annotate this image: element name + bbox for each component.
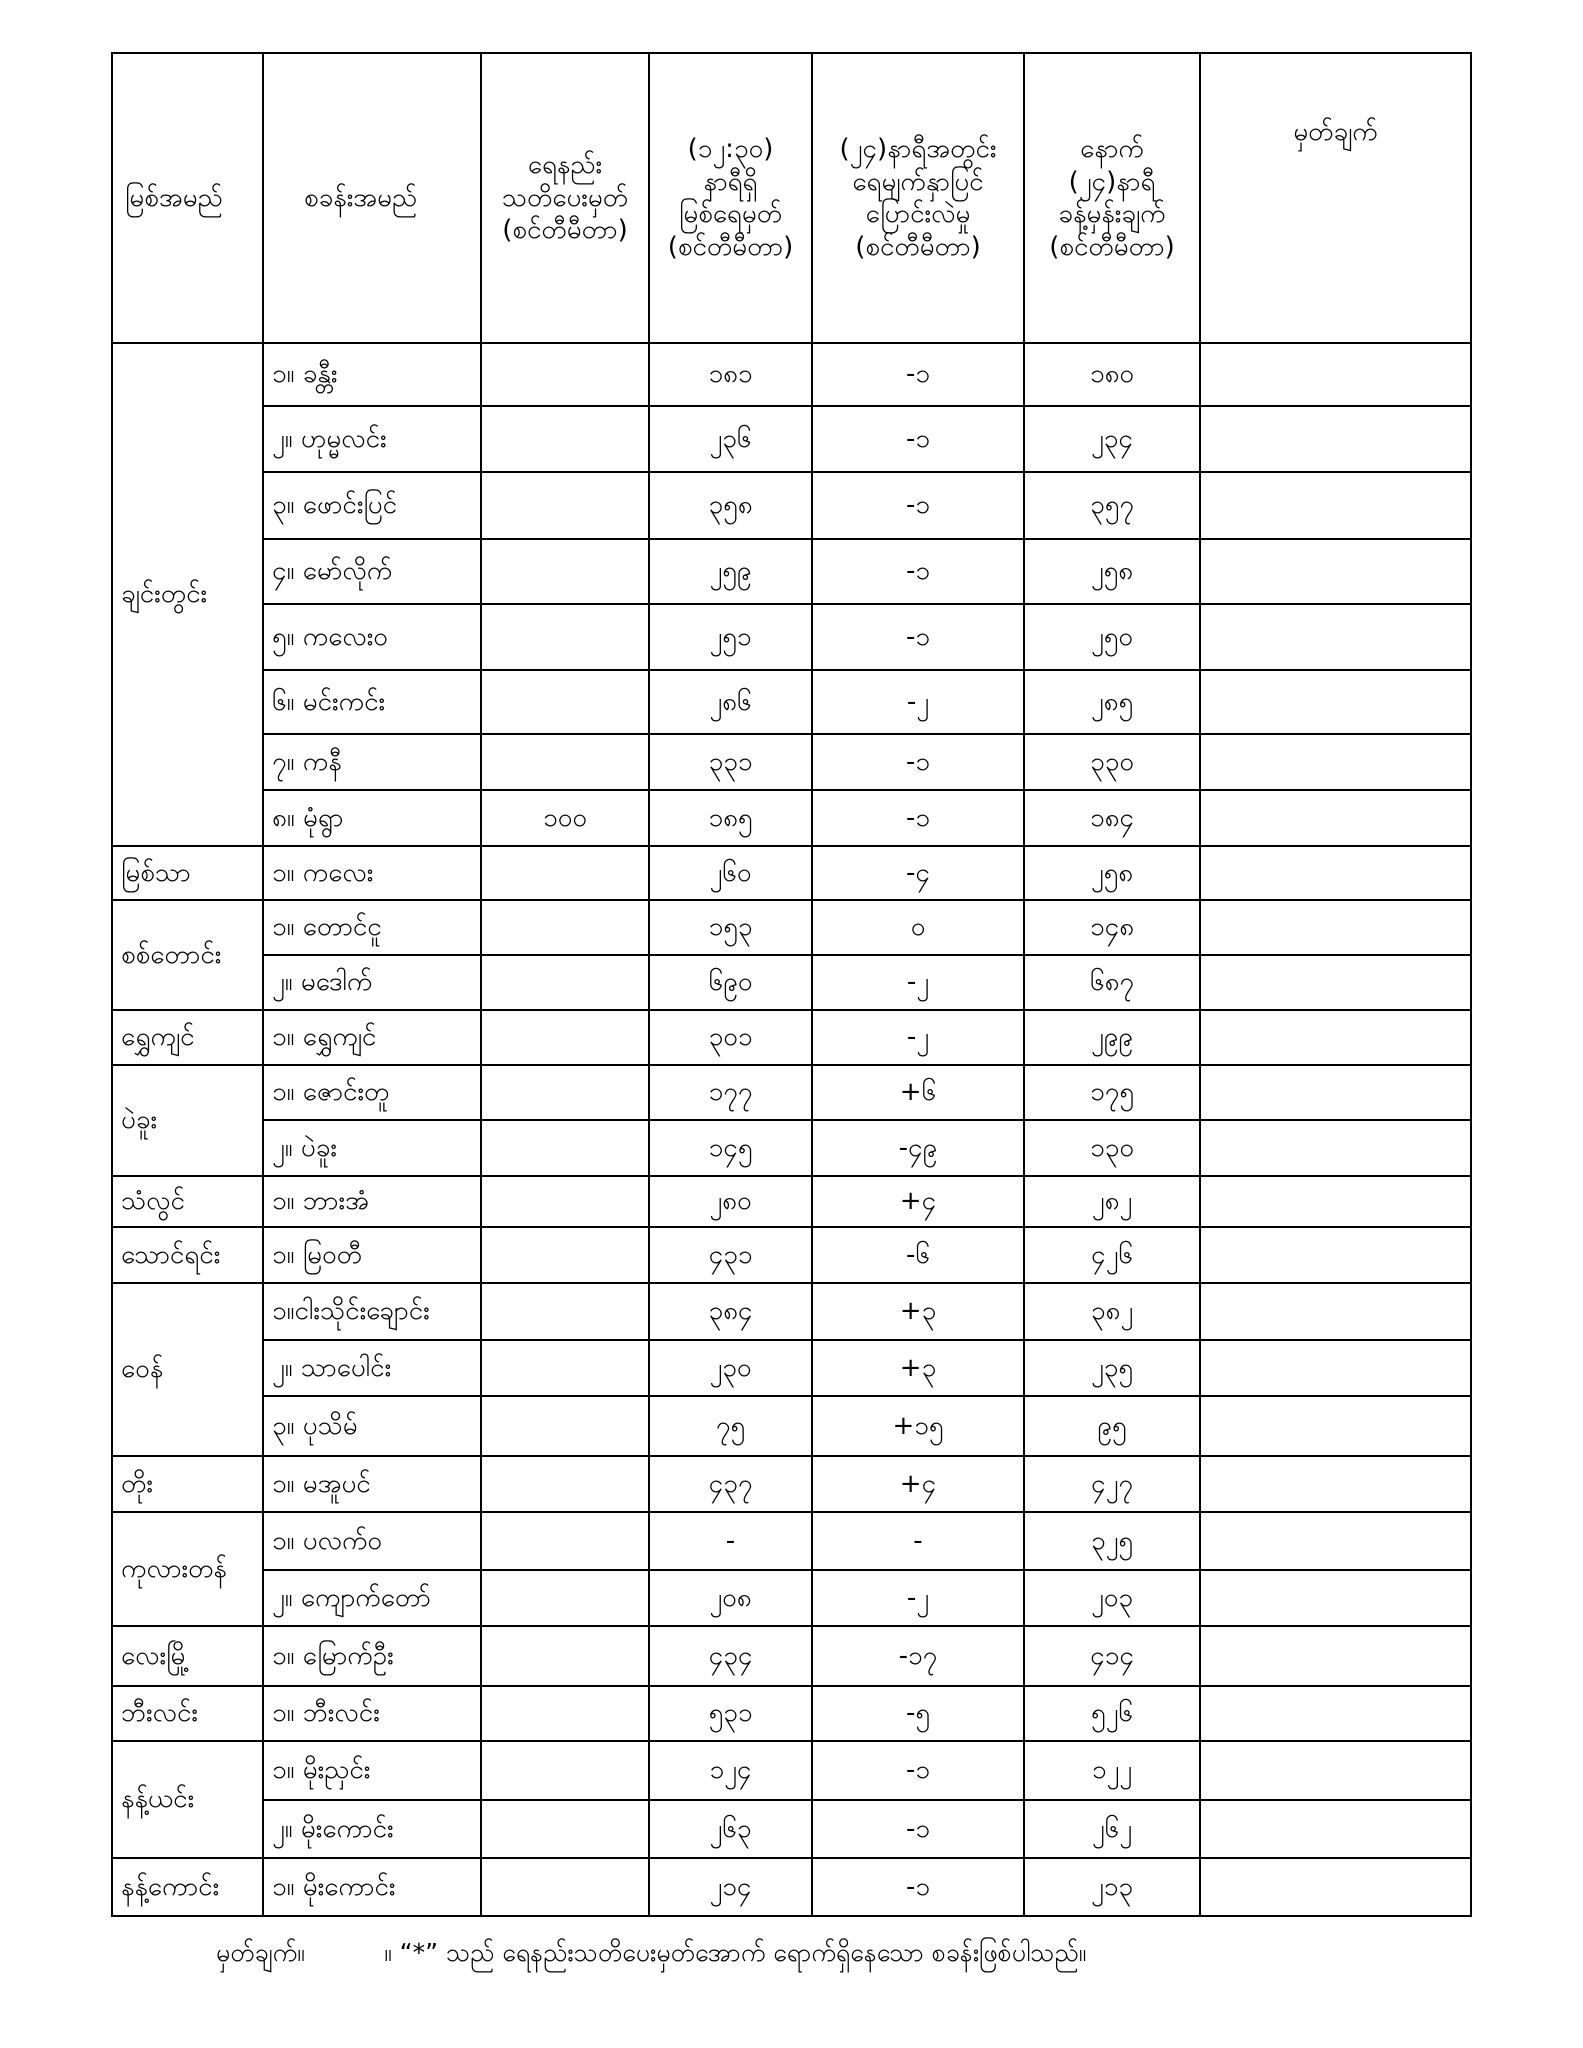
- remarks-cell: [1200, 1010, 1471, 1065]
- forecast-cell: ၄၂၆: [1024, 1227, 1200, 1283]
- warning-level-cell: [481, 1800, 649, 1858]
- remarks-cell: [1200, 1396, 1471, 1456]
- table-row: [112, 846, 1471, 900]
- current-level-cell: ၂၆၃: [649, 1800, 812, 1858]
- warning-level-cell: [481, 1227, 649, 1283]
- remarks-cell: [1200, 900, 1471, 955]
- table-row: [112, 1010, 1471, 1065]
- warning-level-cell: [481, 1396, 649, 1456]
- warning-level-cell: [481, 604, 649, 670]
- remarks-cell: [1200, 670, 1471, 734]
- table-row: [112, 1456, 1471, 1512]
- current-level-cell: ၂၅၁: [649, 604, 812, 670]
- water-level-table: [111, 52, 1472, 1917]
- remarks-cell: [1200, 472, 1471, 539]
- remarks-cell: [1200, 604, 1471, 670]
- current-level-cell: ၇၅: [649, 1396, 812, 1456]
- header-warning-level: ရေနည်း သတိပေးမှတ် (စင်တီမီတာ): [481, 53, 649, 343]
- river-name-cell: ရွှေကျင်: [112, 1010, 263, 1065]
- change-24h-cell: -၅: [812, 1686, 1024, 1741]
- forecast-cell: ၁၈၀: [1024, 343, 1200, 406]
- table-row: [112, 1512, 1471, 1570]
- river-name-cell: လေးမြို့: [112, 1626, 263, 1686]
- change-24h-cell: +၆: [812, 1065, 1024, 1120]
- table-row: [112, 539, 1471, 604]
- current-level-cell: ၂၁၄: [649, 1858, 812, 1916]
- forecast-cell: ၄၁၄: [1024, 1626, 1200, 1686]
- warning-level-cell: [481, 1741, 649, 1800]
- remarks-cell: [1200, 1512, 1471, 1570]
- forecast-cell: ၂၅၈: [1024, 846, 1200, 900]
- remarks-cell: [1200, 1340, 1471, 1396]
- warning-level-cell: [481, 1570, 649, 1626]
- change-24h-cell: -၂: [812, 955, 1024, 1010]
- station-name-cell: ၁။ မိုးညှင်း: [263, 1741, 481, 1800]
- table-row: [112, 1396, 1471, 1456]
- forecast-cell: ၃၃၀: [1024, 734, 1200, 790]
- current-level-cell: ၂၆၀: [649, 846, 812, 900]
- change-24h-cell: -၂: [812, 670, 1024, 734]
- forecast-cell: ၃၅၇: [1024, 472, 1200, 539]
- change-24h-cell: -၁: [812, 734, 1024, 790]
- header-station: စခန်းအမည်: [263, 53, 481, 343]
- table-row: [112, 406, 1471, 472]
- current-level-cell: ၄၃၄: [649, 1626, 812, 1686]
- warning-level-cell: [481, 406, 649, 472]
- table-row: [112, 1283, 1471, 1340]
- change-24h-cell: -၁: [812, 1800, 1024, 1858]
- current-level-cell: ၃၀၁: [649, 1010, 812, 1065]
- forecast-cell: ၂၁၃: [1024, 1858, 1200, 1916]
- current-level-cell: ၁၄၅: [649, 1120, 812, 1176]
- table-row: [112, 900, 1471, 955]
- station-name-cell: ၁။ မအူပင်: [263, 1456, 481, 1512]
- change-24h-cell: -၂: [812, 1010, 1024, 1065]
- change-24h-cell: +၄: [812, 1176, 1024, 1227]
- forecast-cell: ၂၀၃: [1024, 1570, 1200, 1626]
- table-row: [112, 1120, 1471, 1176]
- change-24h-cell: ၀: [812, 900, 1024, 955]
- forecast-cell: ၂၅၀: [1024, 604, 1200, 670]
- table-row: [112, 1570, 1471, 1626]
- station-name-cell: ၁။ ကလေး: [263, 846, 481, 900]
- warning-level-cell: [481, 670, 649, 734]
- current-level-cell: ၄၃၇: [649, 1456, 812, 1512]
- change-24h-cell: -၁: [812, 604, 1024, 670]
- river-name-cell: သံလွင်: [112, 1176, 263, 1227]
- forecast-cell: ၂၅၈: [1024, 539, 1200, 604]
- remarks-cell: [1200, 1120, 1471, 1176]
- table-row: [112, 1176, 1471, 1227]
- warning-level-cell: [481, 955, 649, 1010]
- station-name-cell: ၂။ မဒေါက်: [263, 955, 481, 1010]
- remarks-cell: [1200, 734, 1471, 790]
- forecast-cell: ၁၃၀: [1024, 1120, 1200, 1176]
- header-row: [112, 53, 1471, 343]
- remarks-cell: [1200, 1176, 1471, 1227]
- warning-level-cell: [481, 1010, 649, 1065]
- header-remarks: မှတ်ချက်: [1200, 53, 1471, 343]
- station-name-cell: ၁။ တောင်ငူ: [263, 900, 481, 955]
- change-24h-cell: -၁၇: [812, 1626, 1024, 1686]
- remarks-cell: [1200, 539, 1471, 604]
- forecast-cell: ၁၇၅: [1024, 1065, 1200, 1120]
- change-24h-cell: -၁: [812, 343, 1024, 406]
- station-name-cell: ၂။ မိုးကောင်း: [263, 1800, 481, 1858]
- river-name-cell: ကုလားတန်: [112, 1512, 263, 1626]
- river-name-cell: တိုး: [112, 1456, 263, 1512]
- forecast-cell: ၂၈၅: [1024, 670, 1200, 734]
- header-forecast: နောက် (၂၄)နာရီ ခန့်မှန်းချက် (စင်တီမီတာ): [1024, 53, 1200, 343]
- station-name-cell: ၁။ ဘားအံ: [263, 1176, 481, 1227]
- header-current-level: (၁၂:၃၀) နာရီရှိ မြစ်ရေမှတ် (စင်တီမီတာ): [649, 53, 812, 343]
- table-row: [112, 1065, 1471, 1120]
- table-row: [112, 1741, 1471, 1800]
- river-name-cell: နန့်ယင်း: [112, 1741, 263, 1858]
- remarks-cell: [1200, 406, 1471, 472]
- river-name-cell: သောင်ရင်း: [112, 1227, 263, 1283]
- current-level-cell: ၂၅၉: [649, 539, 812, 604]
- warning-level-cell: [481, 846, 649, 900]
- current-level-cell: ၆၉၀: [649, 955, 812, 1010]
- change-24h-cell: -၆: [812, 1227, 1024, 1283]
- warning-level-cell: [481, 343, 649, 406]
- forecast-cell: ၂၈၂: [1024, 1176, 1200, 1227]
- remarks-cell: [1200, 343, 1471, 406]
- forecast-cell: ၂၃၄: [1024, 406, 1200, 472]
- forecast-cell: ၃၂၅: [1024, 1512, 1200, 1570]
- warning-level-cell: [481, 1120, 649, 1176]
- change-24h-cell: -၁: [812, 406, 1024, 472]
- station-name-cell: ၁။ မိုးကောင်း: [263, 1858, 481, 1916]
- current-level-cell: ၃၅၈: [649, 472, 812, 539]
- current-level-cell: ၂၈၆: [649, 670, 812, 734]
- warning-level-cell: [481, 1512, 649, 1570]
- current-level-cell: ၁၇၇: [649, 1065, 812, 1120]
- station-name-cell: ၆။ မင်းကင်း: [263, 670, 481, 734]
- current-level-cell: ၃၈၄: [649, 1283, 812, 1340]
- station-name-cell: ၁။ ရွှေကျင်: [263, 1010, 481, 1065]
- table-row: [112, 1800, 1471, 1858]
- river-name-cell: ဝေန်: [112, 1283, 263, 1456]
- table-row: [112, 1227, 1471, 1283]
- change-24h-cell: -၁: [812, 1741, 1024, 1800]
- warning-level-cell: [481, 1340, 649, 1396]
- remarks-cell: [1200, 1456, 1471, 1512]
- table-row: [112, 343, 1471, 406]
- table-body: [112, 343, 1471, 1916]
- current-level-cell: ၁၅၃: [649, 900, 812, 955]
- footnote: မှတ်ချက်။ ။ “*” သည် ရေနည်းသတိပေးမှတ်အောက် ရောက်ရှိနေသော စခန်းဖြစ်ပါသည်။: [216, 1938, 1087, 1967]
- river-name-cell: ဘီးလင်း: [112, 1686, 263, 1741]
- table-row: [112, 472, 1471, 539]
- station-name-cell: ၄။ မော်လိုက်: [263, 539, 481, 604]
- river-name-cell: ပဲခူး: [112, 1065, 263, 1176]
- table-row: [112, 1686, 1471, 1741]
- station-name-cell: ၈။ မုံရွာ: [263, 790, 481, 846]
- remarks-cell: [1200, 955, 1471, 1010]
- forecast-cell: ၁၄၈: [1024, 900, 1200, 955]
- table-row: [112, 1626, 1471, 1686]
- remarks-cell: [1200, 1570, 1471, 1626]
- forecast-cell: ၂၆၂: [1024, 1800, 1200, 1858]
- station-name-cell: ၂။ သာပေါင်း: [263, 1340, 481, 1396]
- station-name-cell: ၇။ ကနီ: [263, 734, 481, 790]
- remarks-cell: [1200, 1227, 1471, 1283]
- header-river: မြစ်အမည်: [112, 53, 263, 343]
- change-24h-cell: +၁၅: [812, 1396, 1024, 1456]
- change-24h-cell: +၄: [812, 1456, 1024, 1512]
- current-level-cell: -: [649, 1512, 812, 1570]
- station-name-cell: ၅။ ကလေးဝ: [263, 604, 481, 670]
- change-24h-cell: +၃: [812, 1340, 1024, 1396]
- station-name-cell: ၃။ ဖောင်းပြင်: [263, 472, 481, 539]
- forecast-cell: ၁၈၄: [1024, 790, 1200, 846]
- header-24h-change: (၂၄)နာရီအတွင်း ရေမျက်နှာပြင် ပြောင်းလဲမှု (စင်တီမီတာ): [812, 53, 1024, 343]
- remarks-cell: [1200, 1800, 1471, 1858]
- remarks-cell: [1200, 1065, 1471, 1120]
- table-row: [112, 790, 1471, 846]
- current-level-cell: ၂၃၆: [649, 406, 812, 472]
- table-row: [112, 734, 1471, 790]
- table-row: [112, 1858, 1471, 1916]
- forecast-cell: ၂၃၅: [1024, 1340, 1200, 1396]
- river-name-cell: နန့်ကောင်း: [112, 1858, 263, 1916]
- forecast-cell: ၅၂၆: [1024, 1686, 1200, 1741]
- forecast-cell: ၆၈၇: [1024, 955, 1200, 1010]
- current-level-cell: ၁၈၁: [649, 343, 812, 406]
- current-level-cell: ၃၃၁: [649, 734, 812, 790]
- change-24h-cell: -၁: [812, 539, 1024, 604]
- current-level-cell: ၁၂၄: [649, 1741, 812, 1800]
- table-row: [112, 1340, 1471, 1396]
- change-24h-cell: -၁: [812, 1858, 1024, 1916]
- remarks-cell: [1200, 1858, 1471, 1916]
- river-name-cell: စစ်တောင်း: [112, 900, 263, 1010]
- station-name-cell: ၁။ မြောက်ဦး: [263, 1626, 481, 1686]
- warning-level-cell: ၁၀၀: [481, 790, 649, 846]
- change-24h-cell: -: [812, 1512, 1024, 1570]
- station-name-cell: ၃။ ပုသိမ်: [263, 1396, 481, 1456]
- warning-level-cell: [481, 1065, 649, 1120]
- river-name-cell: မြစ်သာ: [112, 846, 263, 900]
- station-name-cell: ၂။ ပဲခူး: [263, 1120, 481, 1176]
- table-row: [112, 955, 1471, 1010]
- warning-level-cell: [481, 472, 649, 539]
- remarks-cell: [1200, 790, 1471, 846]
- warning-level-cell: [481, 539, 649, 604]
- change-24h-cell: +၃: [812, 1283, 1024, 1340]
- remarks-cell: [1200, 1741, 1471, 1800]
- change-24h-cell: -၂: [812, 1570, 1024, 1626]
- table-row: [112, 604, 1471, 670]
- warning-level-cell: [481, 1283, 649, 1340]
- warning-level-cell: [481, 1626, 649, 1686]
- station-name-cell: ၂။ ဟုမ္မလင်း: [263, 406, 481, 472]
- forecast-cell: ၉၅: [1024, 1396, 1200, 1456]
- warning-level-cell: [481, 734, 649, 790]
- warning-level-cell: [481, 1176, 649, 1227]
- table-row: [112, 670, 1471, 734]
- forecast-cell: ၃၈၂: [1024, 1283, 1200, 1340]
- station-name-cell: ၁။ ပလက်ဝ: [263, 1512, 481, 1570]
- warning-level-cell: [481, 1686, 649, 1741]
- forecast-cell: ၂၉၉: [1024, 1010, 1200, 1065]
- station-name-cell: ၁။ မြဝတီ: [263, 1227, 481, 1283]
- remarks-cell: [1200, 1283, 1471, 1340]
- station-name-cell: ၁။ ခန္တီး: [263, 343, 481, 406]
- warning-level-cell: [481, 1456, 649, 1512]
- station-name-cell: ၂။ ကျောက်တော်: [263, 1570, 481, 1626]
- river-name-cell: ချင်းတွင်း: [112, 343, 263, 846]
- remarks-cell: [1200, 1686, 1471, 1741]
- change-24h-cell: -၄: [812, 846, 1024, 900]
- current-level-cell: ၂၃၀: [649, 1340, 812, 1396]
- station-name-cell: ၁။ငါးသိုင်းချောင်း: [263, 1283, 481, 1340]
- station-name-cell: ၁။ ဇောင်းတူ: [263, 1065, 481, 1120]
- remarks-cell: [1200, 846, 1471, 900]
- forecast-cell: ၄၂၇: [1024, 1456, 1200, 1512]
- warning-level-cell: [481, 900, 649, 955]
- warning-level-cell: [481, 1858, 649, 1916]
- station-name-cell: ၁။ ဘီးလင်း: [263, 1686, 481, 1741]
- remarks-cell: [1200, 1626, 1471, 1686]
- current-level-cell: ၂၈၀: [649, 1176, 812, 1227]
- current-level-cell: ၁၈၅: [649, 790, 812, 846]
- change-24h-cell: -၄၉: [812, 1120, 1024, 1176]
- change-24h-cell: -၁: [812, 472, 1024, 539]
- forecast-cell: ၁၂၂: [1024, 1741, 1200, 1800]
- current-level-cell: ၅၃၁: [649, 1686, 812, 1741]
- current-level-cell: ၂၀၈: [649, 1570, 812, 1626]
- change-24h-cell: -၁: [812, 790, 1024, 846]
- current-level-cell: ၄၃၁: [649, 1227, 812, 1283]
